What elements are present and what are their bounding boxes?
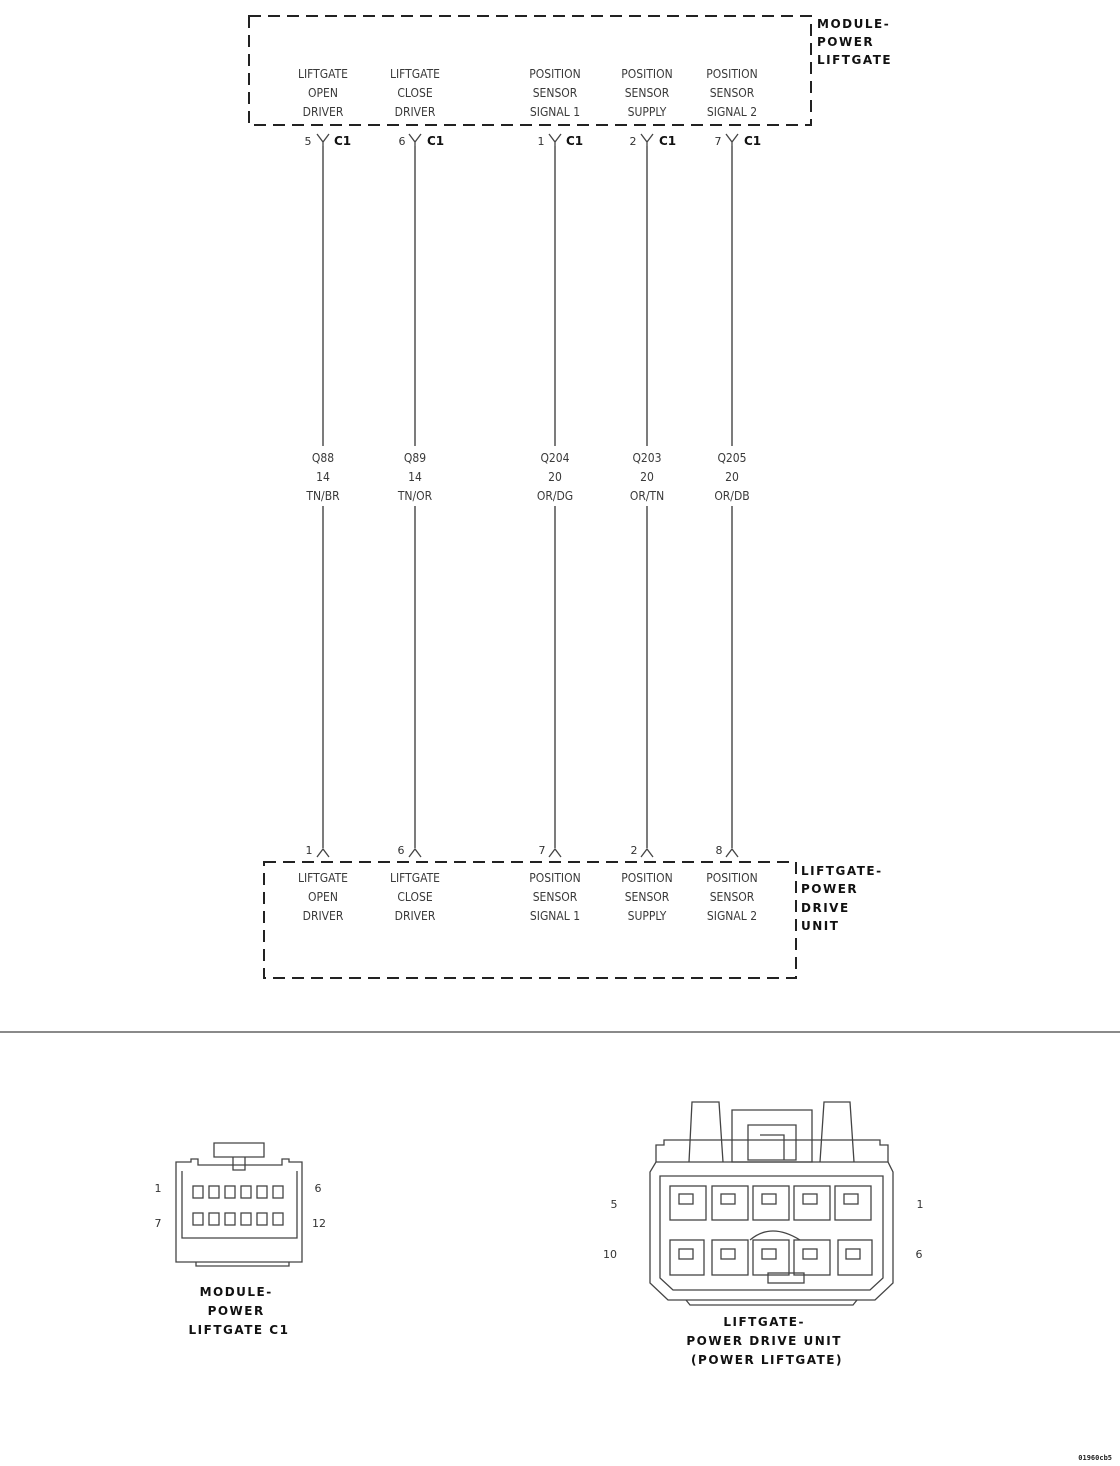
svg-text:POSITION: POSITION [706,871,758,885]
svg-text:Q89: Q89 [403,451,427,465]
svg-text:LIFTGATE: LIFTGATE [389,67,441,81]
svg-text:SENSOR: SENSOR [709,890,755,904]
wire-label-q203 [630,451,664,503]
top-module-title: MODULE- POWER LIFTGATE [817,17,893,67]
svg-text:10: 10 [603,1248,617,1261]
svg-text:CLOSE: CLOSE [397,86,433,100]
caption-liftgate-power-drive-unit: LIFTGATE- POWER DRIVE UNIT (POWER LIFTGATE) [686,1315,843,1367]
connector-view-liftgate-power-drive-unit [603,1102,924,1305]
svg-text:6: 6 [915,1248,923,1261]
svg-text:POSITION: POSITION [529,67,581,81]
bottom-pin-label-position-sensor-signal-1 [529,871,580,923]
svg-text:Q204: Q204 [540,451,570,465]
svg-text:Q203: Q203 [632,451,662,465]
svg-text:SIGNAL 1: SIGNAL 1 [529,105,581,119]
svg-text:SIGNAL 1: SIGNAL 1 [529,909,581,923]
svg-text:TN/BR: TN/BR [306,489,340,503]
bottom-connector-pin-1 [306,844,330,857]
svg-text:6: 6 [314,1182,322,1195]
svg-text:SENSOR: SENSOR [709,86,755,100]
top-pin-label-liftgate-close-driver [390,67,440,119]
svg-text:SENSOR: SENSOR [624,890,670,904]
bottom-connector-pin-7 [539,844,562,857]
wire-label-q89 [397,451,433,503]
svg-text:SIGNAL 2: SIGNAL 2 [706,909,758,923]
svg-text:Q88: Q88 [311,451,335,465]
top-connector-pin-7 [715,134,762,148]
svg-text:SUPPLY: SUPPLY [627,909,667,923]
bottom-pin-label-liftgate-close-driver [390,871,440,923]
svg-text:LIFTGATE: LIFTGATE [389,871,441,885]
svg-text:7: 7 [538,844,546,857]
bottom-pin-label-position-sensor-supply [621,871,672,923]
svg-text:20: 20 [725,470,739,484]
svg-text:POSITION: POSITION [621,871,673,885]
svg-text:6: 6 [398,135,406,148]
svg-text:C1: C1 [334,134,352,148]
svg-text:1: 1 [537,135,545,148]
svg-text:POSITION: POSITION [529,871,581,885]
svg-text:1: 1 [305,844,313,857]
svg-text:TN/OR: TN/OR [397,489,433,503]
bottom-pin-label-position-sensor-signal-2 [706,871,757,923]
wire-label-q204 [537,451,573,503]
svg-text:LIFTGATE: LIFTGATE [297,67,349,81]
c1-cavities [193,1186,283,1225]
pdu-cavities [670,1186,872,1283]
top-connector-pin-6 [399,134,445,148]
svg-text:14: 14 [316,470,330,484]
svg-text:20: 20 [640,470,654,484]
connector-view-module-power-liftgate-c1 [155,1143,327,1266]
bottom-connector-pin-8 [716,844,739,857]
svg-text:C1: C1 [566,134,584,148]
top-connector-pin-5 [305,134,352,148]
svg-text:8: 8 [715,844,723,857]
svg-text:OPEN: OPEN [308,890,338,904]
bottom-connector-pin-6 [398,844,422,857]
wire-label-q88 [305,451,340,503]
svg-text:DRIVER: DRIVER [394,105,436,119]
top-connector-pin-2 [630,134,677,148]
svg-text:DRIVER: DRIVER [302,909,344,923]
svg-text:5: 5 [610,1198,618,1211]
top-pin-label-position-sensor-signal-1 [529,67,580,119]
svg-text:SENSOR: SENSOR [624,86,670,100]
bottom-module-title: LIFTGATE- POWER DRIVE UNIT [801,864,883,933]
bottom-connector-pin-2 [631,844,654,857]
svg-text:CLOSE: CLOSE [397,890,433,904]
svg-text:OR/DG: OR/DG [536,489,574,503]
svg-text:SUPPLY: SUPPLY [627,105,667,119]
svg-text:5: 5 [304,135,312,148]
svg-text:DRIVER: DRIVER [394,909,436,923]
svg-text:20: 20 [548,470,562,484]
svg-text:C1: C1 [659,134,677,148]
svg-text:SIGNAL 2: SIGNAL 2 [706,105,758,119]
top-pin-label-position-sensor-supply [621,67,672,119]
svg-text:POSITION: POSITION [621,67,673,81]
caption-module-power-liftgate-c1: MODULE- POWER LIFTGATE C1 [188,1285,290,1337]
svg-text:12: 12 [312,1217,326,1230]
svg-text:1: 1 [154,1182,162,1195]
svg-text:OR/DB: OR/DB [714,489,750,503]
svg-text:LIFTGATE: LIFTGATE [297,871,349,885]
svg-text:C1: C1 [744,134,762,148]
svg-text:OR/TN: OR/TN [629,489,665,503]
svg-text:1: 1 [916,1198,924,1211]
svg-text:7: 7 [714,135,722,148]
svg-text:DRIVER: DRIVER [302,105,344,119]
svg-text:14: 14 [408,470,422,484]
svg-text:C1: C1 [427,134,445,148]
svg-text:SENSOR: SENSOR [532,890,578,904]
bottom-pin-label-liftgate-open-driver [298,871,348,923]
svg-text:2: 2 [629,135,637,148]
svg-text:7: 7 [154,1217,162,1230]
top-connector-pin-1 [538,134,584,148]
svg-text:Q205: Q205 [717,451,747,465]
top-pin-label-position-sensor-signal-2 [706,67,757,119]
svg-text:OPEN: OPEN [308,86,338,100]
svg-text:2: 2 [630,844,638,857]
top-pin-label-liftgate-open-driver [298,67,348,119]
svg-text:POSITION: POSITION [706,67,758,81]
svg-text:6: 6 [397,844,405,857]
wire-label-q205 [714,451,749,503]
figure-id: 01960cb5 [1078,1454,1112,1462]
svg-text:SENSOR: SENSOR [532,86,578,100]
